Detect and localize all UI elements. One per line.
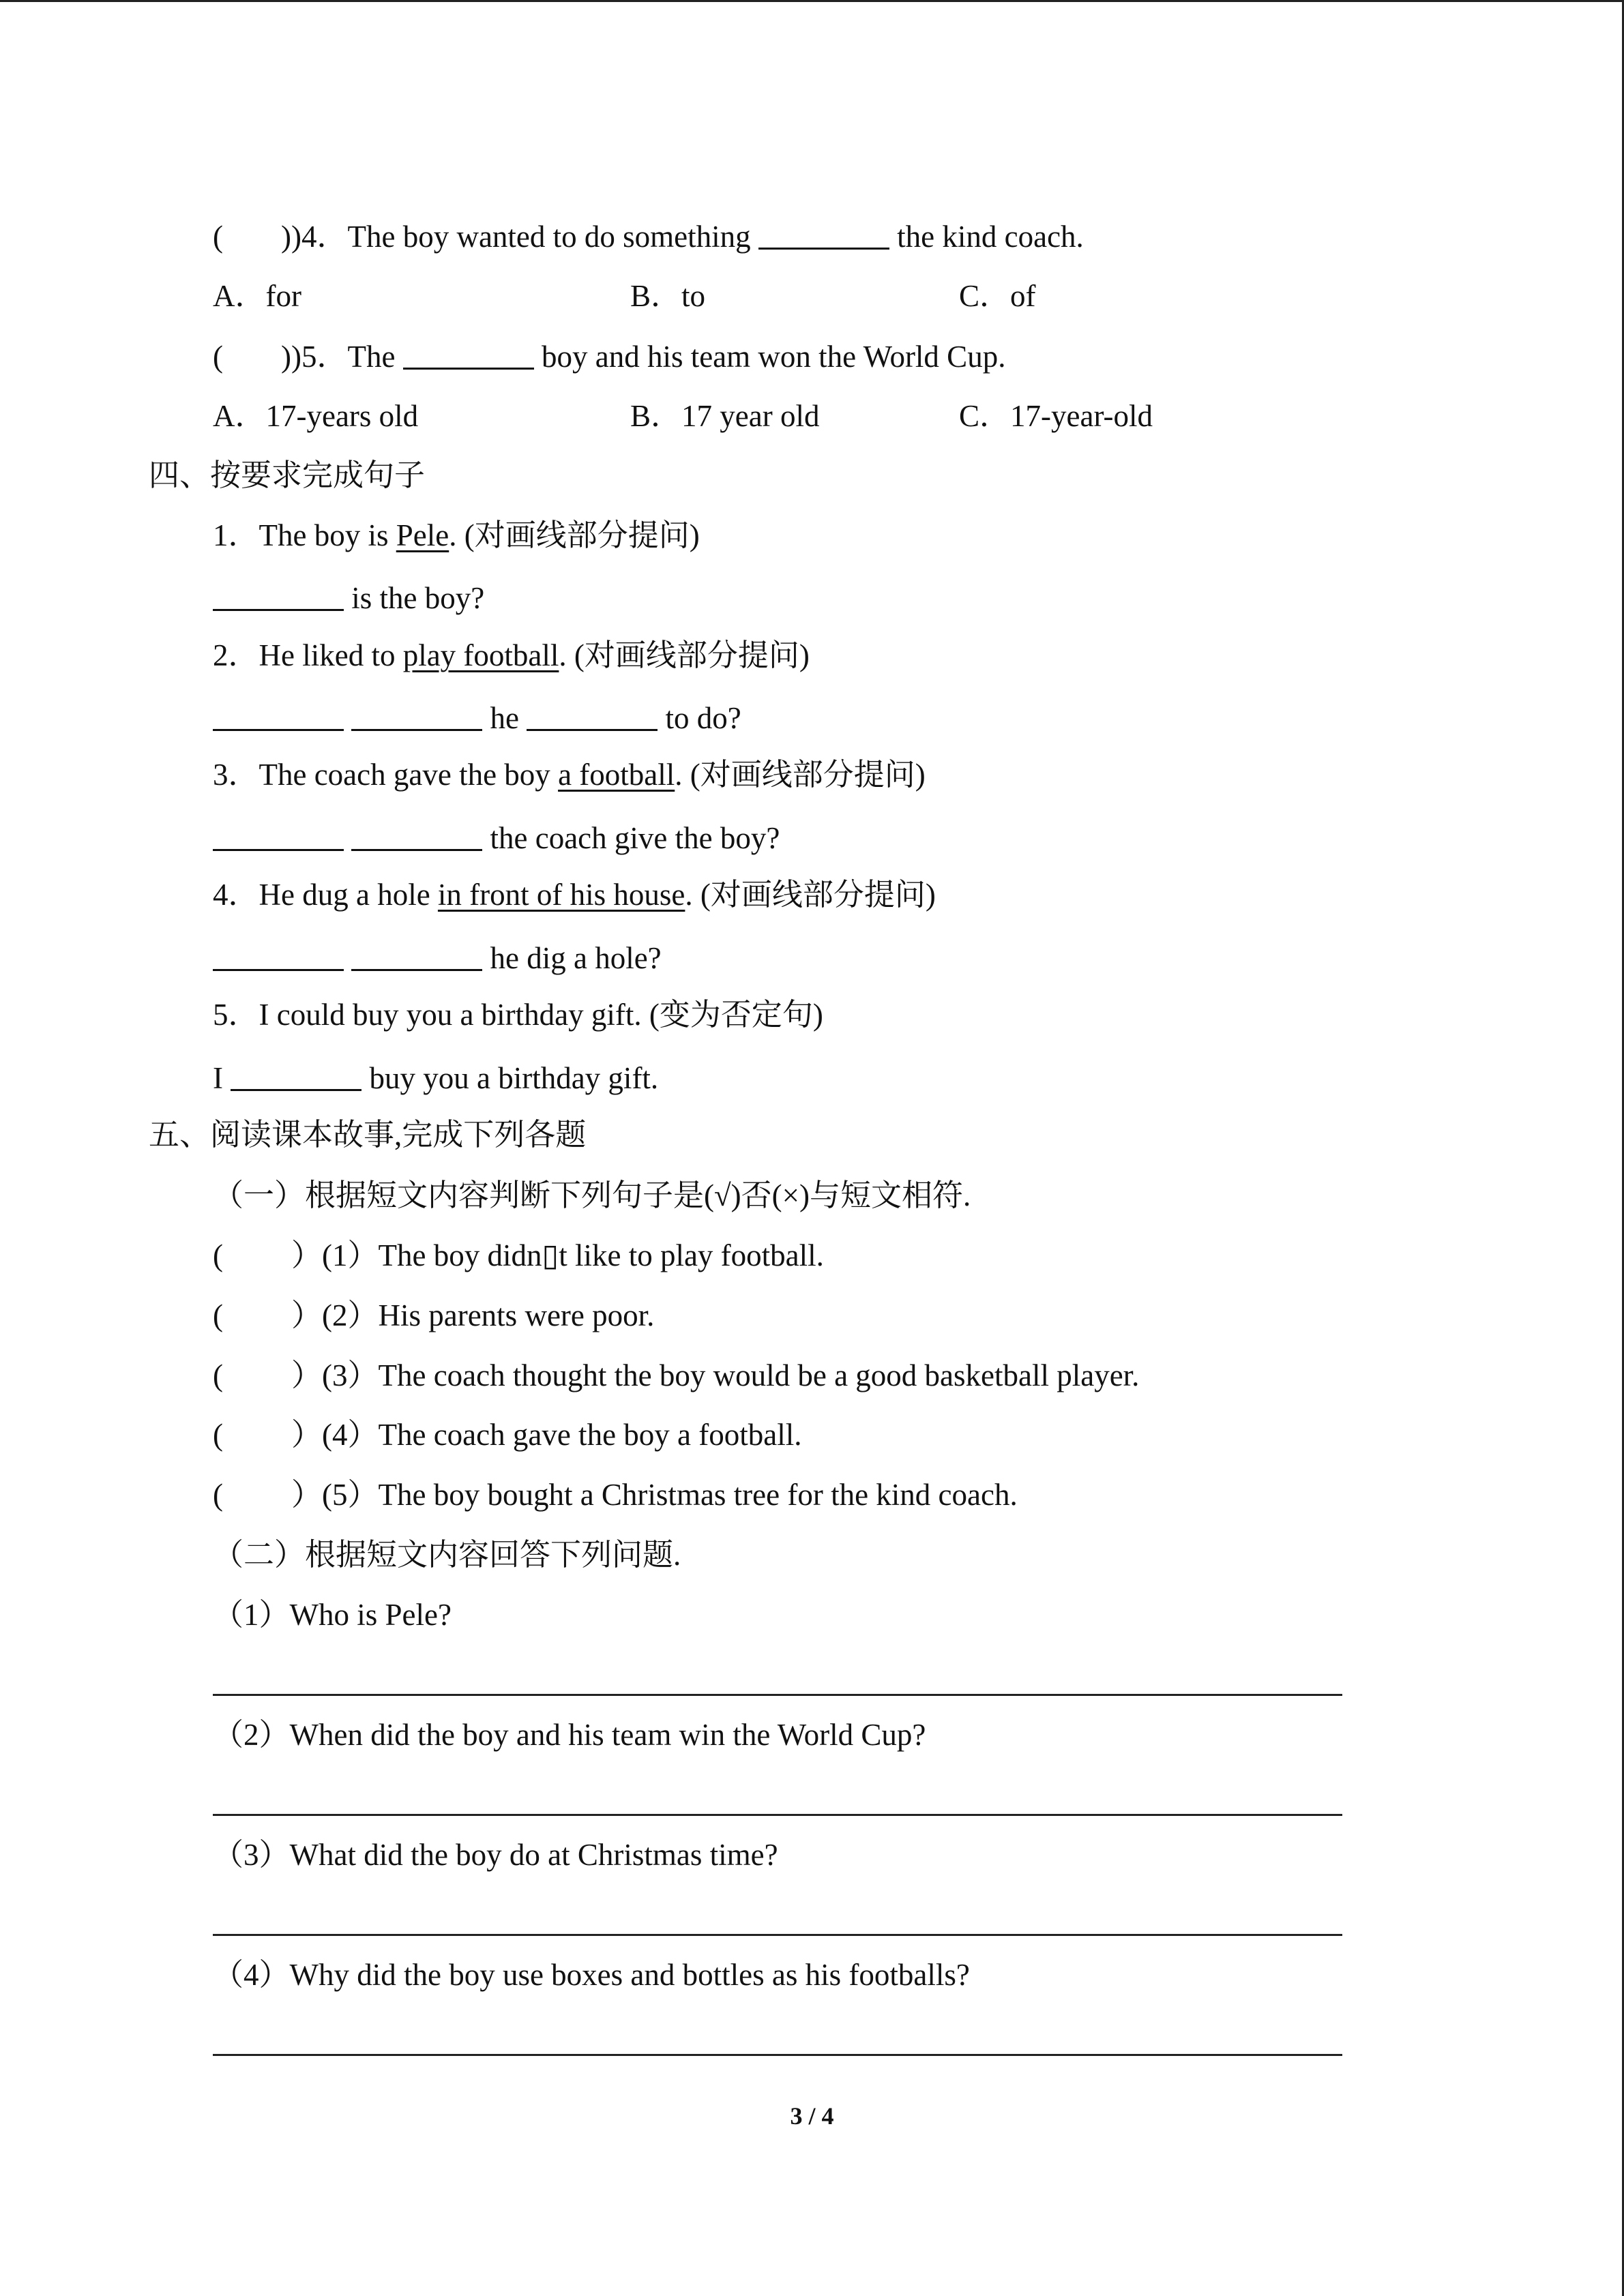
rewrite-item-1: 1．The boy is Pele. (对画线部分提问) (213, 518, 700, 552)
fill-blank[interactable] (231, 1062, 361, 1091)
rewrite-item-4: 4．He dug a hole in front of his house. (对画线部分提问) (213, 878, 936, 912)
underlined-part: a football (558, 758, 675, 792)
answer-line-3: the coach give the boy? (213, 818, 780, 858)
section-5-heading: 五、阅读课本故事,完成下列各题 (149, 1118, 587, 1152)
underlined-part: in front of his house (437, 878, 685, 912)
underlined-part: play football (402, 638, 559, 672)
answer-line[interactable] (213, 1934, 1342, 1936)
option-a: A．for (213, 279, 301, 313)
option-c: C．of (959, 279, 1036, 313)
fill-blank[interactable] (351, 942, 482, 971)
fill-blank[interactable] (527, 702, 658, 731)
top-border (0, 0, 1624, 2)
fill-blank[interactable] (351, 702, 482, 731)
answer-parens[interactable]: ( (213, 1418, 223, 1452)
fill-blank[interactable] (213, 822, 344, 851)
part-1-title: （一）根据短文内容判断下列句子是(√)否(×)与短文相符. (213, 1178, 971, 1212)
part-2-title: （二）根据短文内容回答下列问题. (213, 1538, 681, 1572)
answer-line[interactable] (213, 1814, 1342, 1816)
rewrite-item-5: 5．I could buy you a birthday gift. (变为否定句) (213, 998, 823, 1032)
rewrite-item-2: 2．He liked to play football. (对画线部分提问) (213, 638, 810, 672)
question-3: （3）What did the boy do at Christmas time? (213, 1838, 778, 1872)
question-1: （1）Who is Pele? (213, 1598, 452, 1632)
page-number: 3 / 4 (790, 2102, 834, 2130)
answer-parens[interactable]: ( (213, 1478, 223, 1512)
rewrite-item-3: 3．The coach gave the boy a football. (对画线部分提问) (213, 758, 926, 792)
judge-item-5: ( ）(5）The boy bought a Christmas tree for the kind coach. (213, 1475, 1018, 1515)
answer-parens[interactable]: ( ) (213, 340, 291, 374)
judge-item-3: ( ）(3）The coach thought the boy would be a good basketball player. (213, 1356, 1139, 1395)
question-4-open: （4）Why did the boy use boxes and bottles as his footballs? (213, 1958, 970, 1992)
judge-item-1: ( ）(1）The boy didn▯t like to play football. (213, 1236, 824, 1275)
answer-parens[interactable]: ( ) (213, 220, 291, 254)
answer-parens[interactable]: ( (213, 1358, 223, 1392)
question-5: ( ))5．The boy and his team won the World Cup. (213, 337, 1005, 376)
answer-line-5: I buy you a birthday gift. (213, 1061, 659, 1095)
option-c: C．17-year-old (959, 399, 1153, 433)
fill-blank[interactable] (403, 340, 534, 370)
judge-item-4: ( ）(4）The coach gave the boy a football. (213, 1415, 801, 1455)
option-b: B．to (630, 279, 706, 313)
answer-parens[interactable]: ( (213, 1298, 223, 1332)
question-4: ( ))4．The boy wanted to do something the kind coach. (213, 217, 1084, 256)
answer-line-1: is the boy? (213, 578, 484, 618)
judge-item-2: ( ）(2）His parents were poor. (213, 1296, 654, 1335)
fill-blank[interactable] (213, 582, 344, 611)
section-4-heading: 四、按要求完成句子 (149, 458, 426, 492)
fill-blank[interactable] (351, 822, 482, 851)
fill-blank[interactable] (213, 702, 344, 731)
fill-blank[interactable] (213, 942, 344, 971)
fill-blank[interactable] (758, 220, 889, 250)
underlined-part: Pele (396, 518, 449, 552)
answer-line-4: he dig a hole? (213, 938, 662, 978)
answer-line-2: he to do? (213, 698, 741, 738)
option-b: B．17 year old (630, 399, 820, 433)
answer-parens[interactable]: ( (213, 1238, 223, 1272)
option-a: A．17-years old (213, 399, 419, 433)
answer-line[interactable] (213, 2054, 1342, 2056)
question-2: （2）When did the boy and his team win the World Cup? (213, 1718, 926, 1752)
answer-line[interactable] (213, 1694, 1342, 1696)
